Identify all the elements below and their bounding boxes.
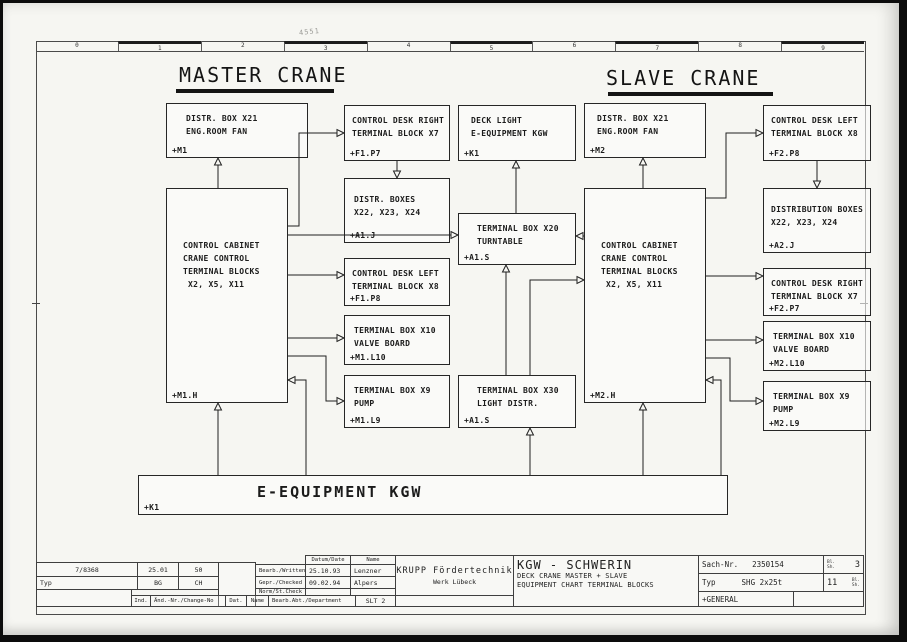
box-terminal-box-x9-slave: [763, 381, 871, 431]
box-line: PUMP: [354, 399, 375, 408]
box-terminal-box-x9-master: [344, 375, 450, 428]
tb-checked-label: Gepr./Checked: [255, 576, 306, 589]
box-line: CRANE CONTROL: [183, 254, 250, 263]
sheet-no-value: 3: [854, 559, 860, 570]
tb-dept-value: SLT 2: [355, 595, 396, 607]
box-distr-boxes-a1j: [344, 178, 450, 243]
tb-written-label: Bearb./Written: [255, 564, 306, 577]
ruler-cell: 5: [450, 41, 533, 51]
ruler-cell: 2: [201, 41, 284, 51]
box-distr-box-x21-slave: [584, 103, 706, 158]
handwritten-note: 4551: [298, 26, 321, 38]
box-line: TERMINAL BLOCK X7: [352, 129, 439, 138]
tb-company: [395, 555, 514, 596]
box-line: TERMINAL BLOCK X8: [771, 129, 858, 138]
ruler-cell: 1: [118, 41, 201, 51]
box-terminal-box-x10-slave: [763, 321, 871, 371]
bl-label: Bl.: [827, 559, 836, 565]
tb-ind-label: Ind.: [131, 595, 151, 607]
box-distribution-boxes-a2j: [763, 188, 871, 253]
project-subtitle-1: DECK CRANE MASTER + SLAVE: [517, 572, 628, 580]
box-line: CONTROL DESK LEFT: [352, 269, 439, 278]
box-line: TERMINAL BOX X20: [477, 224, 559, 233]
box-line: X2, X5, X11: [188, 280, 245, 289]
box-line: X2, X5, X11: [606, 280, 663, 289]
box-control-desk-left-x8-slave: [763, 105, 871, 161]
tb-name-label: Name: [246, 595, 269, 607]
box-tag: +M2: [590, 146, 606, 155]
tb-checked-date: 09.02.94: [305, 576, 351, 589]
tb-typ-ch: CH: [178, 576, 219, 590]
typ2-label: Typ: [702, 578, 716, 587]
box-line: DISTR. BOX X21: [186, 114, 258, 123]
box-tag: +A1.S: [464, 253, 490, 262]
box-line: TERMINAL BOX X9: [773, 392, 850, 401]
project-title: KGW - SCHWERIN: [517, 558, 633, 572]
box-line: CONTROL CABINET: [601, 241, 678, 250]
ruler-cell: 7: [615, 41, 698, 51]
ruler-cell: 6: [532, 41, 615, 51]
tb-general: +GENERAL: [698, 591, 794, 607]
sheet-ruler: [36, 41, 864, 52]
box-e-equipment-kgw: [138, 475, 728, 515]
box-line: CONTROL DESK LEFT: [771, 116, 858, 125]
ruler-cell: 9: [781, 41, 864, 51]
box-line: VALVE BOARD: [773, 345, 830, 354]
box-line: X22, X23, X24: [771, 218, 838, 227]
scanned-drawing-sheet: [3, 3, 899, 635]
box-line: TERMINAL BOX X10: [354, 326, 436, 335]
project-subtitle-2: EQUIPMENT CHART TERMINAL BLOCKS: [517, 581, 654, 589]
box-tag: +F2.P7: [769, 304, 800, 313]
box-control-cabinet-master: [166, 188, 288, 403]
box-tag: +M1.L9: [350, 416, 381, 425]
ruler-cell: 4: [367, 41, 450, 51]
slave-title-underline: [608, 92, 773, 96]
box-control-desk-left-x8-master: [344, 258, 450, 306]
tb-empty: [36, 589, 132, 607]
box-line: ENG.ROOM FAN: [597, 127, 659, 136]
company-plant: Werk Lübeck: [432, 577, 477, 586]
box-line: TERMINAL BLOCK X8: [352, 282, 439, 291]
slave-crane-title: SLAVE CRANE: [606, 66, 761, 90]
box-line: E-EQUIPMENT KGW: [471, 129, 548, 138]
tb-checked-name: Alpers: [350, 576, 396, 589]
sh-label: Sh.: [827, 564, 836, 570]
sh-label: Sh.: [851, 582, 860, 588]
box-distr-box-x21-master: [166, 103, 308, 158]
sachnr-label: Sach-Nr.: [702, 560, 739, 569]
box-tag: +M2.H: [590, 391, 616, 400]
tb-total-sheets: [823, 573, 864, 592]
tb-sheet-no: [823, 555, 864, 574]
box-tag: +F1.P8: [350, 294, 381, 303]
box-line: TERMINAL BOX X30: [477, 386, 559, 395]
master-title-underline: [176, 89, 334, 93]
box-control-desk-right-x7-master: [344, 105, 450, 161]
typ2-value: SHG 2x25t: [741, 578, 783, 587]
tb-typ2: [698, 573, 824, 592]
sheet-label: [827, 560, 835, 570]
ruler-cell: 0: [75, 42, 79, 49]
box-tag: +K1: [144, 503, 160, 512]
box-tag: +A1.S: [464, 416, 490, 425]
box-line: X22, X23, X24: [354, 208, 421, 217]
bl-label: Bl.: [851, 577, 860, 583]
box-line: TERMINAL BOX X10: [773, 332, 855, 341]
tb-change-label: Änd.-Nr./Change-No: [150, 595, 226, 607]
box-line: E-EQUIPMENT KGW: [257, 483, 423, 501]
sheet-label: [852, 578, 860, 588]
tb-empty: [793, 591, 864, 607]
box-terminal-box-x30-light-distr: [458, 375, 576, 428]
box-line: TURNTABLE: [477, 237, 524, 246]
box-line: TERMINAL BLOCKS: [601, 267, 678, 276]
master-crane-title: MASTER CRANE: [179, 63, 348, 87]
box-tag: +M2.L10: [769, 359, 805, 368]
box-tag: +M1: [172, 146, 188, 155]
tb-name-header: Name: [350, 555, 396, 565]
box-tag: +F2.P8: [769, 149, 800, 158]
box-line: CONTROL CABINET: [183, 241, 260, 250]
box-line: DISTR. BOX X21: [597, 114, 669, 123]
tb-field2: 25.01: [137, 562, 179, 577]
tb-date-header: Datum/Date: [305, 555, 351, 565]
tb-dept-label: Bearb.Abt./Department: [268, 595, 356, 607]
tb-written-date: 25.10.93: [305, 564, 351, 577]
box-tag: +M2.L9: [769, 419, 800, 428]
box-tag: +K1: [464, 149, 480, 158]
box-line: LIGHT DISTR.: [477, 399, 539, 408]
box-terminal-box-x10-master: [344, 315, 450, 365]
edge-tick: [32, 303, 40, 304]
box-line: DISTRIBUTION BOXES: [771, 205, 864, 214]
box-tag: +M1.L10: [350, 353, 386, 362]
tb-drawing-no: 7/8368: [36, 562, 138, 577]
tb-dat-label: Dat.: [225, 595, 247, 607]
box-line: TERMINAL BLOCK X7: [771, 292, 858, 301]
tb-empty: [395, 595, 514, 607]
box-terminal-box-x20-turntable: [458, 213, 576, 265]
box-tag: +A2.J: [769, 241, 795, 250]
tb-written-name: Lenzner: [350, 564, 396, 577]
box-line: CONTROL DESK RIGHT: [771, 279, 864, 288]
box-control-desk-right-x7-slave: [763, 268, 871, 316]
box-line: VALVE BOARD: [354, 339, 411, 348]
ruler-cell: 8: [698, 41, 781, 51]
box-line: DISTR. BOXES: [354, 195, 416, 204]
sheet-border: [36, 41, 866, 615]
box-line: DECK LIGHT: [471, 116, 523, 125]
box-line: ENG.ROOM FAN: [186, 127, 248, 136]
ruler-cell: 3: [284, 41, 367, 51]
tb-field3: 50: [178, 562, 219, 577]
total-sheets-value: 11: [827, 577, 838, 588]
box-line: CRANE CONTROL: [601, 254, 668, 263]
tb-typ-label: Typ: [36, 576, 138, 590]
box-tag: +A1.J: [350, 231, 376, 240]
box-control-cabinet-slave: [584, 188, 706, 403]
tb-sachnr: [698, 555, 824, 574]
box-line: PUMP: [773, 405, 794, 414]
company-name: KRUPP Fördertechnik: [396, 565, 513, 576]
tb-typ-bg: BG: [137, 576, 179, 590]
box-deck-light: [458, 105, 576, 161]
box-line: CONTROL DESK RIGHT: [352, 116, 445, 125]
box-tag: +F1.P7: [350, 149, 381, 158]
tb-norm-label: Norm/St.Check: [255, 588, 306, 596]
sachnr-value: 2350154: [752, 560, 784, 569]
box-tag: +M1.H: [172, 391, 198, 400]
tb-project: [513, 555, 699, 607]
box-line: TERMINAL BLOCKS: [183, 267, 260, 276]
box-line: TERMINAL BOX X9: [354, 386, 431, 395]
